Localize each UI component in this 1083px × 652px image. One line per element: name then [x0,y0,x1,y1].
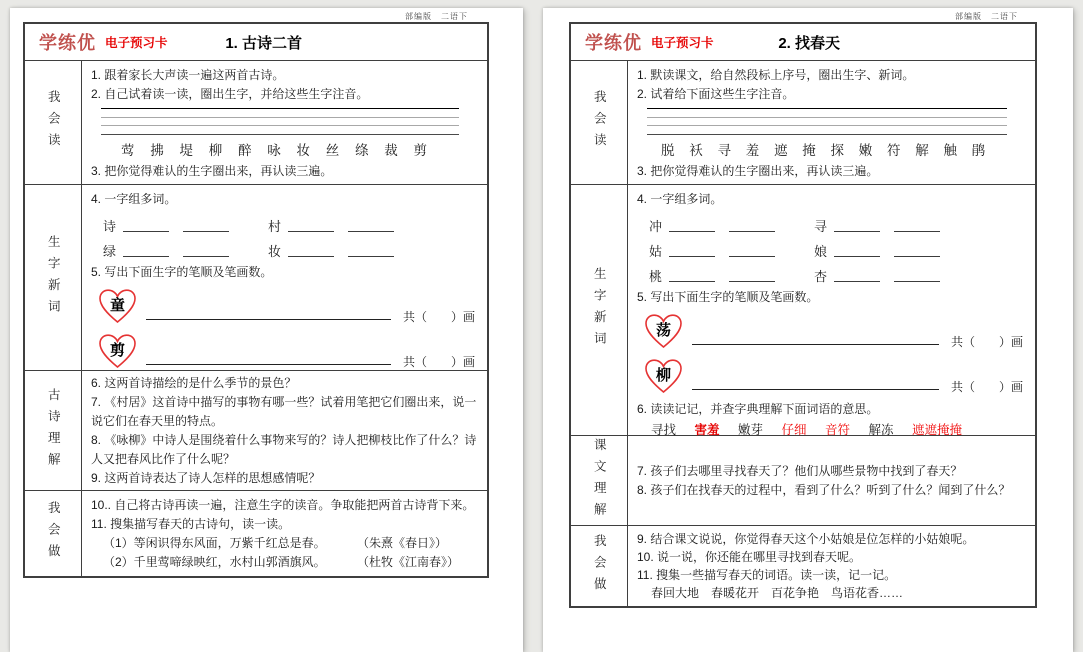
word-building-row [649,236,1025,259]
stroke-order-line [643,310,1025,351]
stroke-character: 荡 [655,321,671,339]
section-label: 生字新词 [592,267,607,353]
task-item: 2. 试着给下面这些生字注音。 [637,87,795,101]
poem-verse: （2）千里莺啼绿映红，水村山郭酒旗风。 [103,555,326,569]
fill-in-blank [834,256,880,257]
section-label-cell [571,526,628,606]
lesson-title: 2. 找春天 [778,34,841,52]
heart-icon [643,313,684,351]
fill-in-blank [894,256,940,257]
word-building-row [103,211,477,234]
section-new-words [571,184,1035,435]
grid-line [101,117,459,118]
section-label: 我会做 [46,501,61,566]
poem-verse: （1）等闲识得东风面，万紫千红总是春。 [103,536,326,550]
task-item: 6. 读读记记，并查字典理解下面词语的意思。 [637,402,879,416]
fill-in-blank [288,256,334,257]
worksheet-page-1 [10,8,523,652]
fill-in-line [692,344,939,345]
section-read [571,60,1035,184]
grid-line [647,117,1007,118]
pinyin-four-line-grid [101,108,459,135]
section-text-comprehension [571,435,1035,525]
word-building-row [103,236,477,259]
section-practice [25,490,487,576]
vocabulary-word: 嫩芽 [738,423,764,437]
task-item: 9. 这两首诗表达了诗人怎样的思想感情呢？ [91,471,321,485]
section-content [628,61,1035,184]
task-item: 2. 自己试着读一读，圈出生字，并给这些生字注音。 [91,87,369,101]
base-character: 桃 [649,269,663,284]
task-item: 1. 默读课文，给自然段标上序号，圈出生字、新词。 [637,68,915,82]
fill-in-blank [894,231,940,232]
stroke-count-label: 共（ ）画 [402,355,475,369]
section-label: 我会做 [592,533,607,599]
task-item: 6. 这两首诗描绘的是什么季节的景色？ [91,376,297,390]
vocabulary-word: 仔细 [781,423,807,437]
base-character: 冲 [649,219,663,234]
stroke-order-line [97,330,477,371]
grid-line [647,125,1007,126]
task-item: 7. 《村居》这首诗中描写的事物有哪一些？试着用笔把它们圈出来，说一说它们在春天里的特点。 [91,395,477,428]
vocabulary-word: 音符 [825,423,851,437]
vocabulary-word: 寻找 [651,423,677,437]
fill-in-line [146,319,391,320]
task-item: 1. 跟着家长大声读一遍这两首古诗。 [91,68,285,82]
fill-in-blank [123,256,169,257]
stroke-character: 柳 [655,366,671,384]
heart-icon [97,288,138,326]
task-item: 10.. 自己将古诗再读一遍，注意生字的读音。争取能把两首古诗背下来。 [91,498,475,512]
task-item: 4. 一字组多词。 [637,192,723,206]
base-character: 寻 [814,219,828,234]
vocabulary-word: 遮遮掩掩 [912,423,963,437]
worksheet-table [569,22,1037,608]
stroke-count-label: 共（ ）画 [402,310,475,324]
task-item: 11. 搜集描写春天的古诗句，读一读。 [91,517,291,531]
section-content [628,526,1035,606]
title-row [571,24,1035,60]
task-item: 3. 把你觉得难认的生字圈出来，再认读三遍。 [637,163,879,178]
fill-in-blank [669,231,715,232]
poem-quote-line [103,553,477,572]
section-poem-comprehension [25,370,487,490]
task-item: 5. 写出下面生字的笔顺及笔画数。 [91,265,273,279]
task-item: 8. 《咏柳》中诗人是围绕着什么事物来写的？诗人把柳枝比作了什么？诗人又把春风比作了什么呢？ [91,433,477,466]
section-content [82,491,487,576]
section-content [82,185,487,370]
task-item: 11. 搜集一些描写春天的词语。读一读，记一记。 [637,568,897,582]
task-item: 4. 一字组多词。 [91,192,177,206]
section-content [628,185,1035,435]
poem-quote-line [103,534,477,553]
grid-line [647,134,1007,135]
poem-source: （杜牧《江南春》） [357,555,460,569]
task-item: 3. 把你觉得难认的生字圈出来，再认读三遍。 [91,163,333,178]
edition-tag: 部编版 二语下 [405,12,468,21]
section-read [25,60,487,184]
vocabulary-word: 解冻 [868,423,894,437]
spring-word-list: 春回大地 春暖花开 百花争艳 鸟语花香…… [651,586,904,600]
task-item: 7. 孩子们去哪里寻找春天了？他们从哪些景物中找到了春天？ [637,464,963,478]
fill-in-blank [729,256,775,257]
brand-logo: 学练优 [585,33,642,53]
stroke-order-line [97,285,477,326]
section-label: 我会读 [592,90,607,155]
fill-in-blank [894,281,940,282]
section-practice [571,525,1035,606]
section-content [628,436,1035,525]
stroke-count-label: 共（ ）画 [950,335,1023,349]
section-label-cell [571,61,628,184]
section-label: 课文理解 [592,437,607,524]
fill-in-blank [183,256,229,257]
pinyin-four-line-grid [647,108,1007,135]
base-character: 诗 [103,219,117,234]
fill-in-blank [669,281,715,282]
fill-in-blank [123,231,169,232]
fill-in-blank [729,231,775,232]
grid-line [101,125,459,126]
task-item: 8. 孩子们在找春天的过程中，看到了什么？听到了什么？闻到了什么？ [637,483,1011,497]
stroke-count-label: 共（ ）画 [950,380,1023,394]
task-item: 10. 说一说，你还能在哪里寻找到春天呢。 [637,550,862,564]
fill-in-blank [183,231,229,232]
fill-in-blank [669,256,715,257]
base-character: 村 [268,219,282,234]
fill-in-blank [729,281,775,282]
stroke-order-line [643,355,1025,396]
lesson-title: 1. 古诗二首 [225,34,303,52]
grid-line [101,134,459,135]
fill-in-blank [348,256,394,257]
fill-in-line [692,389,939,390]
base-character: 姑 [649,244,663,259]
fill-in-line [146,364,391,365]
grid-line [101,108,459,109]
base-character: 杏 [814,269,828,284]
brand-logo: 学练优 [39,33,96,53]
word-building-row [649,211,1025,234]
stroke-character: 剪 [109,341,125,359]
grid-line [647,108,1007,109]
poem-source: （朱熹《春日》） [357,536,448,550]
task-item: 9. 结合课文说说，你觉得春天这个小姑娘是位怎样的小姑娘呢。 [637,532,975,546]
stroke-character: 童 [109,296,125,314]
edition-tag: 部编版 二语下 [955,12,1018,21]
base-character: 娘 [814,244,828,259]
section-label-cell [25,61,82,184]
heart-icon [643,358,684,396]
section-label-cell [25,491,82,576]
fill-in-blank [834,281,880,282]
section-label-cell [571,436,628,525]
fill-in-blank [288,231,334,232]
section-new-words [25,184,487,370]
word-building-row [649,261,1025,284]
section-label-cell [571,185,628,435]
worksheet-page-2 [543,8,1073,652]
section-content [82,61,487,184]
section-label-cell [25,185,82,370]
vocabulary-word: 害羞 [694,423,720,437]
fill-in-blank [834,231,880,232]
section-label: 古诗理解 [46,387,61,474]
base-character: 妆 [268,244,282,259]
base-character: 绿 [103,244,117,259]
section-content [82,371,487,490]
title-row [25,24,487,60]
section-label: 我会读 [46,90,61,155]
section-label-cell [25,371,82,490]
brand-product-label: 电子预习卡 [105,36,168,50]
fill-in-blank [348,231,394,232]
heart-icon [97,333,138,371]
new-character-list: 脱 袄 寻 羞 遮 掩 探 嫩 符 解 触 鹃 [661,142,986,158]
task-item: 5. 写出下面生字的笔顺及笔画数。 [637,290,819,304]
worksheet-table [23,22,489,578]
new-character-list: 莺 拂 堤 柳 醉 咏 妆 丝 绦 裁 剪 [121,142,428,158]
brand-product-label: 电子预习卡 [651,36,714,50]
section-label: 生字新词 [46,234,61,321]
